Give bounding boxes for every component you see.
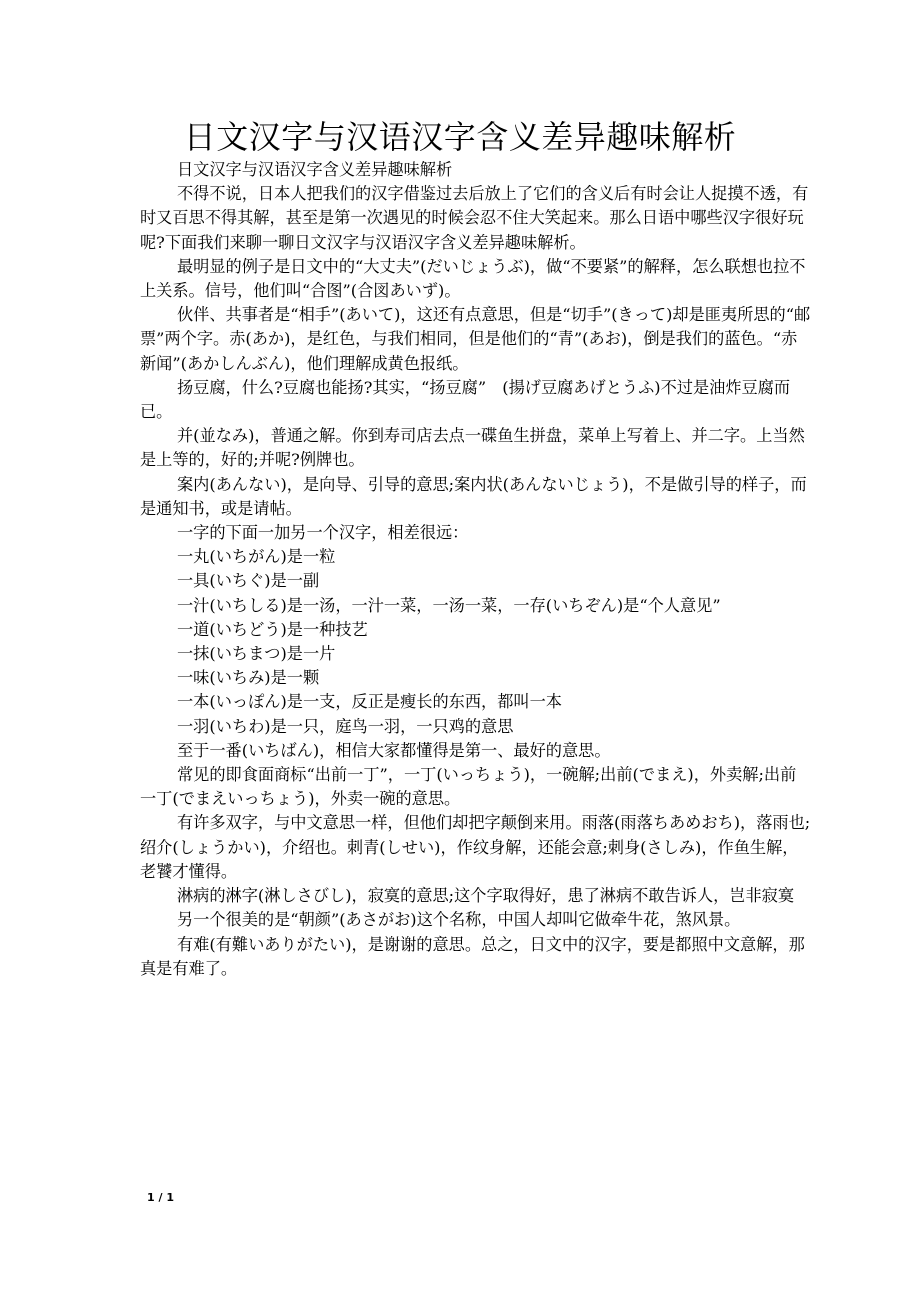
- paragraph-annai: 案内(あんない)，是向导、引导的意思;案内状(あんないじょう)，不是做引导的样子，而是通知书，或是请帖。: [140, 474, 807, 518]
- paragraph-ichiban: 至于一番(いちばん)，相信大家都懂得是第一、最好的意思。: [177, 740, 611, 760]
- paragraph-demae: 常见的即食面商标“出前一丁”，一丁(いっちょう)，一碗解;出前(でまえ)，外卖解;出前一丁(でまえいっちょう)，外卖一碗的意思。: [140, 765, 797, 809]
- paragraph-ichiwa: 一羽(いちわ)是一只，庭鸟一羽，一只鸡的意思: [177, 716, 514, 736]
- paragraph-ichimatsu: 一抹(いちまつ)是一片: [177, 644, 336, 664]
- page-number: 1 / 1: [147, 1191, 174, 1204]
- paragraph-daijoubu: 最明显的例子是日文中的“大丈夫”(だいじょうぶ)，做“不要紧”的解释，怎么联想也拉不上关系。信号，他们叫“合图”(合図あいず)。: [140, 256, 806, 301]
- paragraph-reversed-words: 有许多双字，与中文意思一样，但他们却把字颠倒来用。雨落(雨落ちあめおち)，落雨也;绍介(しょうかい)，介绍也。刺青(しせい)，作纹身解，还能会意;刺身(さしみ)，作鱼生解，老饕才懂得。: [140, 813, 811, 881]
- paragraph-agedoufu: 扬豆腐，什么?豆腐也能扬?其实，“扬豆腐” (揚げ豆腐あげとうふ)不过是油炸豆腐而已。: [140, 377, 791, 422]
- paragraph-aite-kitte: 伙伴、共事者是“相手”(あいて)，这还有点意思，但是“切手”(きって)却是匪夷所思的“邮票”两个字。赤(あか)，是红色，与我们相同，但是他们的“青”(あお)，倒是我们的蓝色。“赤新闻”(あかしんぶん)，他们理解成黄色报纸。: [140, 305, 811, 373]
- paragraph-ippon: 一本(いっぽん)是一支，反正是瘦长的东西，都叫一本: [177, 692, 562, 712]
- paragraph-ichigu: 一具(いちぐ)是一副: [177, 571, 320, 591]
- paragraph-ichidou: 一道(いちどう)是一种技艺: [177, 619, 368, 639]
- paragraph-arigatai: 有难(有難いありがたい)，是谢谢的意思。总之，日文中的汉字，要是都照中文意解，那真是有难了。: [140, 934, 805, 978]
- paragraph-intro: 不得不说，日本人把我们的汉字借鉴过去后放上了它们的含义后有时会让人捉摸不透，有时又百思不得其解，甚至是第一次遇见的时候会忍不住大笑起来。那么日语中哪些汉字很好玩呢?下面我们来聊一聊日文汉字与汉语汉字含义差异趣味解析。: [140, 184, 809, 252]
- paragraph-subtitle: 日文汉字与汉语汉字含义差异趣味解析: [177, 160, 453, 179]
- paragraph-ichimi: 一味(いちみ)是一颗: [177, 668, 320, 688]
- document-body: [140, 158, 812, 981]
- paragraph-ichi-intro: 一字的下面一加另一个汉字，相差很远：: [177, 523, 469, 543]
- document-title: 日文汉字与汉语汉字含义差异趣味解析: [183, 118, 737, 156]
- paragraph-nami: 并(並なみ)，普通之解。你到寿司店去点一碟鱼生拼盘，菜单上写着上、并二字。上当然是上等的，好的;并呢?例牌也。: [140, 426, 805, 470]
- paragraph-sabishi: 淋病的淋字(淋しさびし)，寂寞的意思;这个字取得好，患了淋病不敢告诉人，岂非寂寞: [177, 886, 795, 906]
- paragraph-ichigan: 一丸(いちがん)是一粒: [177, 547, 336, 567]
- paragraph-asagao: 另一个很美的是“朝颜”(あさがお)这个名称，中国人却叫它做牵牛花，煞风景。: [177, 910, 741, 930]
- paragraph-ichishiru: 一汁(いちしる)是一汤，一汁一菜，一汤一菜，一存(いちぞん)是“个人意见”: [177, 595, 721, 615]
